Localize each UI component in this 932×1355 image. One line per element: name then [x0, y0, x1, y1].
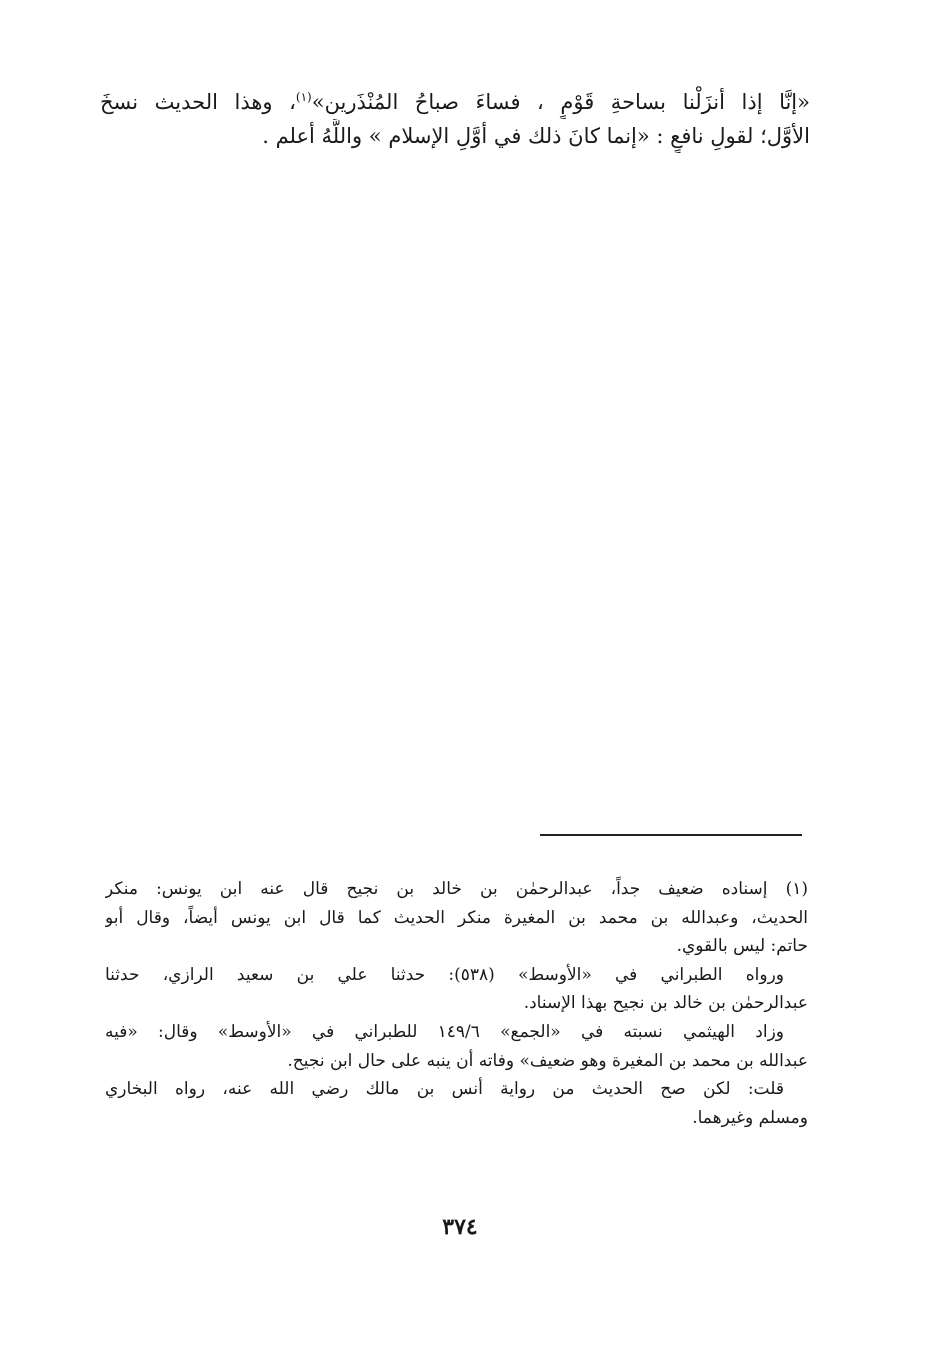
- footnote-line: عبدالرحمٰن بن خالد بن نجيح بهذا الإسناد.: [523, 993, 808, 1014]
- footnote-line: الحديث، وعبدالله بن محمد بن المغيرة منكر الحديث كما قال ابن يونس أيضاً، وقال أبو: [105, 907, 808, 928]
- main-text-line-1-body: «إنَّا إذا أنزَلْنا بساحةِ قَوْمٍ ، فساءَ صباحُ المُنْذَرين»: [311, 90, 810, 114]
- footnote-line: عبدالله بن محمد بن المغيرة وهو ضعيف» وفاته أن ينبه على حال ابن نجيح.: [287, 1050, 808, 1071]
- main-text-line-1: [100, 80, 810, 119]
- footnote-line: ورواه الطبراني في «الأوسط» (٥٣٨): حدثنا علي بن سعيد الرازي، حدثنا: [105, 964, 784, 985]
- main-text: [100, 80, 810, 153]
- main-text-line-1-tail: ، وهذا الحديث نسخَ: [100, 90, 296, 114]
- footnote-line: قلت: لكن صح الحديث من رواية أنس بن مالك رضي الله عنه، رواه البخاري: [105, 1079, 784, 1100]
- footnote-line: ومسلم وغيرهما.: [692, 1107, 808, 1128]
- footnote-line: وزاد الهيثمي نسبته في «الجمع» ١٤٩/٦ للطبراني في «الأوسط» وقال: «فيه: [105, 1021, 784, 1042]
- footnotes: [105, 875, 808, 1132]
- footnote-divider: [540, 834, 802, 836]
- footnote-line: (١) إسناده ضعيف جداً، عبدالرحمٰن بن خالد بن نجيح قال عنه ابن يونس: منكر: [105, 879, 808, 899]
- page-number: ٣٧٤: [442, 1214, 478, 1240]
- main-text-line-2: الأوَّل؛ لقولِ نافعٍ : «إنما كانَ ذلك في أوَّلِ الإسلام » واللَّهُ أعلم .: [262, 124, 810, 148]
- footnote-line: حاتم: ليس بالقوي.: [676, 936, 808, 957]
- footnote-reference: (١): [295, 90, 312, 104]
